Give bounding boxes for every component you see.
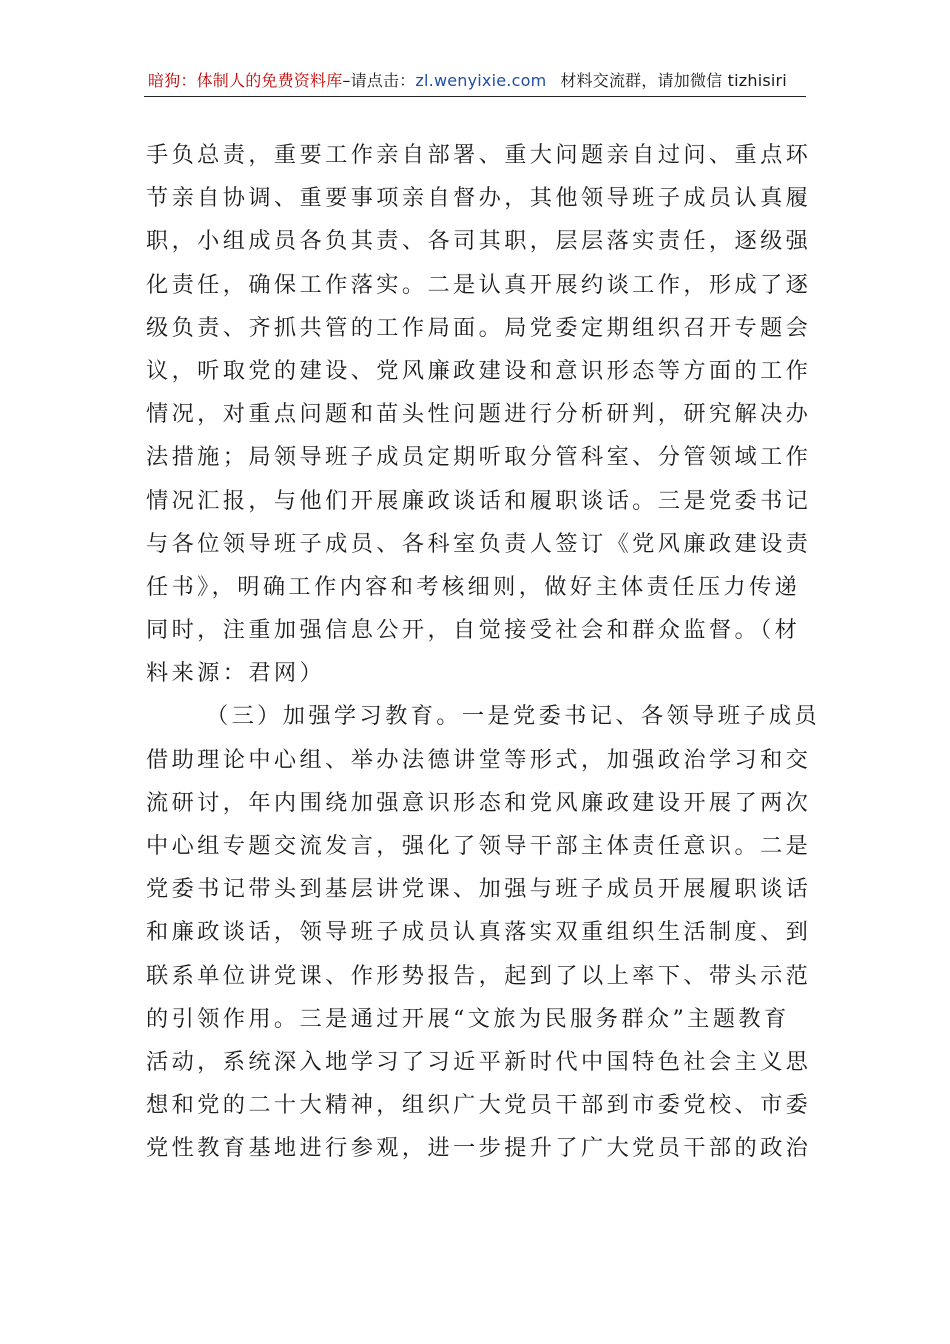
text-line: 流研讨，年内围绕加强意识形态和党风廉政建设开展了两次 [146, 789, 812, 816]
header-brand-link[interactable]: 暗狗：体制人的免费资料库 [148, 71, 343, 90]
text-line: 议，听取党的建设、党风廉政建设和意识形态等方面的工作 [146, 357, 812, 384]
text-line: 情况，对重点问题和苗头性问题进行分析研判，研究解决办 [146, 401, 812, 428]
text-line: 党性教育基地进行参观，进一步提升了广大党员干部的政治 [146, 1135, 812, 1162]
document-body [146, 134, 821, 1171]
header-site-link[interactable]: zl.wenyixie.com [415, 71, 547, 90]
text-line: 料来源：君网） [146, 660, 326, 687]
text-line: 节亲自协调、重要事项亲自督办，其他领导班子成员认真履 [146, 185, 812, 212]
text-line: 党委书记带头到基层讲党课、加强与班子成员开展履职谈话 [146, 876, 812, 903]
page-header [148, 68, 804, 94]
text-line: 和廉政谈话，领导班子成员认真落实双重组织生活制度、到 [146, 919, 812, 946]
header-divider [144, 96, 806, 97]
text-line: 与各位领导班子成员、各科室负责人签订《党风廉政建设责 [146, 530, 812, 557]
text-line: 情况汇报，与他们开展廉政谈话和履职谈话。三是党委书记 [146, 487, 812, 514]
section-heading-line: （三）加强学习教育。一是党委书记、各领导班子成员 [206, 703, 821, 730]
header-group-note: 材料交流群，请加微信 tizhisiri [560, 71, 787, 90]
text-line: 活动，系统深入地学习了习近平新时代中国特色社会主义思 [146, 1048, 812, 1075]
text-line: 手负总责，重要工作亲自部署、重大问题亲自过问、重点环 [146, 142, 812, 168]
text-line: 想和党的二十大精神，组织广大党员干部到市委党校、市委 [146, 1092, 812, 1119]
text-line: 级负责、齐抓共管的工作局面。局党委定期组织召开专题会 [146, 314, 812, 341]
text-line: 联系单位讲党课、作形势报告，起到了以上率下、带头示范 [146, 962, 812, 989]
header-click-prompt: –请点击： [342, 71, 416, 90]
text-line: 中心组专题交流发言，强化了领导干部主体责任意识。二是 [146, 833, 812, 859]
text-line: 职，小组成员各负其责、各司其职，层层落实责任，逐级强 [146, 228, 812, 255]
text-line: 化责任，确保工作落实。二是认真开展约谈工作，形成了逐 [146, 271, 812, 298]
text-line: 任书》，明确工作内容和考核细则，做好主体责任压力传递 [146, 573, 801, 600]
text-line: 法措施；局领导班子成员定期听取分管科室、分管领域工作 [146, 444, 812, 471]
text-line: 借助理论中心组、举办法德讲堂等形式，加强政治学习和交 [146, 746, 812, 773]
text-line: 同时，注重加强信息公开，自觉接受社会和群众监督。（材 [146, 617, 801, 644]
text-line: 的引领作用。三是通过开展“文旅为民服务群众”主题教育 [146, 1005, 790, 1032]
